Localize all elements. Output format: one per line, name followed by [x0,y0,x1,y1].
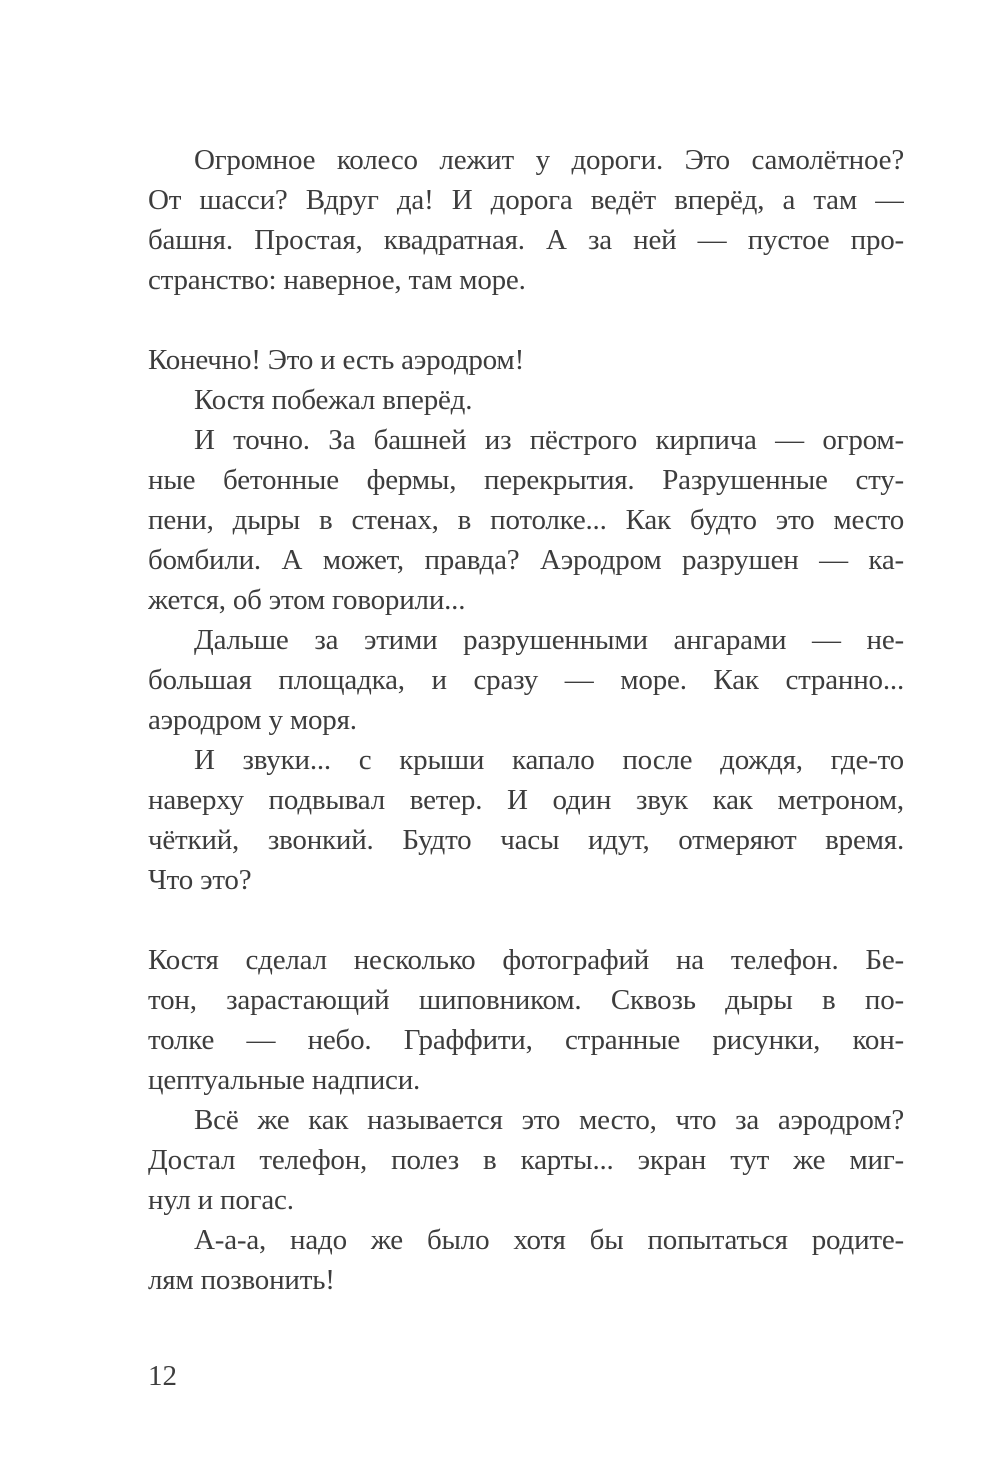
text-line: толке — небо. Граффити, странные рисунки, кон- [148,1024,904,1056]
paragraph [148,1220,904,1300]
text-line: наверху подвывал ветер. И один звук как метроном, [148,784,904,816]
text-line: Огромное колесо лежит у дороги. Это самолётное? [194,144,904,176]
paragraph [148,140,904,300]
text-line: Костя сделал несколько фотографий на телефон. Бе- [148,944,904,976]
text-line: аэродром у моря. [148,704,357,736]
text-line: бомбили. А может, правда? Аэродром разрушен — ка- [148,544,904,576]
text-line: нул и погас. [148,1184,294,1216]
paragraph [148,940,904,1100]
text-line: башня. Простая, квадратная. А за ней — пустое про- [148,224,904,256]
text-line: Дальше за этими разрушенными ангарами — не- [194,624,904,656]
text-line: тон, зарастающий шиповником. Сквозь дыры в по- [148,984,904,1016]
text-line: чёткий, звонкий. Будто часы идут, отмеряют время. [148,824,904,856]
paragraph [148,420,904,620]
paragraph [148,380,904,420]
text-line: Конечно! Это и есть аэродром! [148,344,525,376]
text-line: Костя побежал вперёд. [194,384,473,416]
paragraph [148,1100,904,1220]
page-text [148,140,904,1300]
text-line: Достал телефон, полез в карты... экран тут же миг- [148,1144,904,1176]
text-line: цептуальные надписи. [148,1064,421,1096]
text-line: пени, дыры в стенах, в потолке... Как будто это место [148,504,904,536]
text-line: А-а-а, надо же было хотя бы попытаться родите- [194,1224,904,1256]
text-line: И звуки... с крыши капало после дождя, где-то [194,744,904,776]
text-line: большая площадка, и сразу — море. Как странно... [148,664,904,696]
paragraph [148,740,904,900]
page-number: 12 [148,1360,177,1392]
paragraph [148,340,904,380]
paragraph [148,620,904,740]
text-line: Что это? [148,864,252,896]
text-line: лям позвонить! [148,1264,335,1296]
text-line: От шасси? Вдруг да! И дорога ведёт вперёд, а там — [148,184,904,216]
text-line: жется, об этом говорили... [148,584,466,616]
text-line: ные бетонные фермы, перекрытия. Разрушенные сту- [148,464,904,496]
text-line: странство: наверное, там море. [148,264,526,296]
text-line: И точно. За башней из пёстрого кирпича — огром- [194,424,904,456]
text-line: Всё же как называется это место, что за аэродром? [194,1104,904,1136]
